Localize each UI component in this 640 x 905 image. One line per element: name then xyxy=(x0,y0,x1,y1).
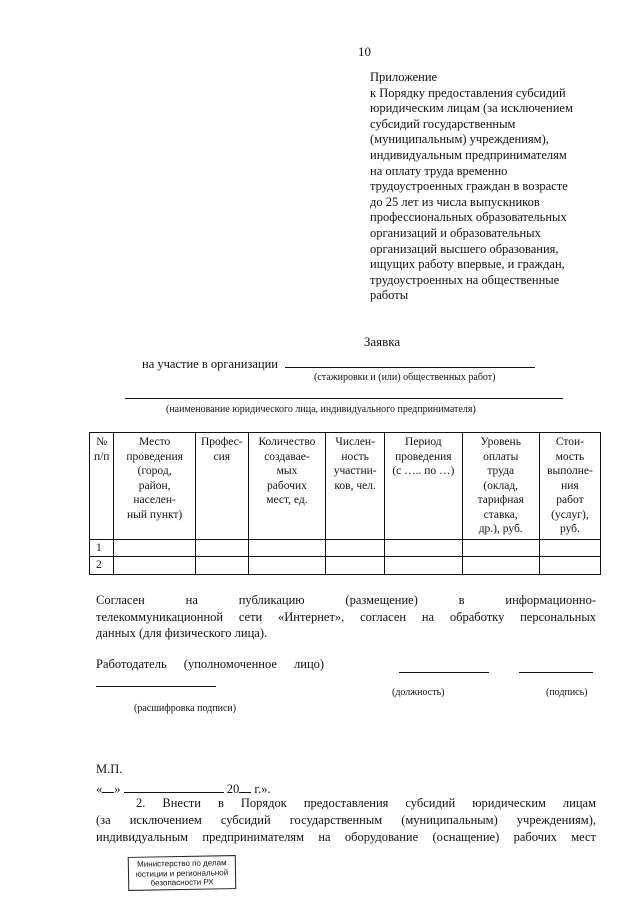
column-header-line: мест, ед. xyxy=(266,494,308,506)
position-field[interactable] xyxy=(399,672,489,673)
table-cell[interactable] xyxy=(195,539,248,557)
appendix-header xyxy=(370,70,625,304)
appendix-line: (муниципальным) учреждениям), xyxy=(370,132,549,147)
participation-label: на участие в организации xyxy=(142,357,278,371)
caption-internship: (стажировки и (или) общественных работ) xyxy=(314,372,496,383)
table-cell[interactable] xyxy=(385,557,462,575)
column-header-line: руб. xyxy=(559,523,580,535)
column-header-line: работ xyxy=(556,494,584,506)
table-cell[interactable] xyxy=(248,539,325,557)
organization-name-field[interactable] xyxy=(285,355,535,368)
column-header-line: тарифная xyxy=(477,494,524,506)
appendix-line: профессиональных образовательных xyxy=(370,210,567,225)
table-header-row xyxy=(90,433,601,540)
column-header-line: мость xyxy=(555,450,585,463)
row-number: 2 xyxy=(90,557,114,575)
table-cell[interactable] xyxy=(114,539,195,557)
column-header-line: Количество xyxy=(258,436,316,448)
stamp-line: безопасности РХ xyxy=(150,877,214,888)
paragraph-line: 2. Внести в Порядок предоставления субсидий юридическим лицам xyxy=(136,796,596,810)
signature-field[interactable] xyxy=(519,672,593,673)
consent-text xyxy=(96,592,596,642)
column-header-line: Уровень xyxy=(480,436,521,448)
column-header xyxy=(462,433,539,540)
seal-label: М.П. xyxy=(96,762,123,776)
column-header-line: участни- xyxy=(333,465,377,477)
appendix-line: работы xyxy=(370,288,409,303)
column-header-line: ставка, xyxy=(483,508,518,521)
column-header-line: проведения xyxy=(395,450,452,463)
decoding-field[interactable] xyxy=(96,686,216,687)
entity-name-field[interactable] xyxy=(125,398,563,399)
paragraph-2 xyxy=(96,795,596,846)
consent-line: данных (для физического лица). xyxy=(96,626,268,640)
appendix-line: к Порядку предоставления субсидий xyxy=(370,85,566,100)
column-header-line: др.), руб. xyxy=(478,523,523,535)
column-header-line: Профес- xyxy=(201,436,243,448)
column-header-line: (оклад, xyxy=(483,479,519,492)
column-header-line: № xyxy=(96,436,108,448)
column-header-line: проведения xyxy=(126,450,183,463)
appendix-line: на оплату труда временно xyxy=(370,163,508,178)
table-cell[interactable] xyxy=(114,557,195,575)
table-row xyxy=(90,557,601,575)
table-cell[interactable] xyxy=(195,557,248,575)
column-header xyxy=(539,433,600,540)
column-header-line: ность xyxy=(341,450,369,463)
employer-label: Работодатель (уполномоченное лицо) xyxy=(96,657,325,671)
column-header xyxy=(326,433,385,540)
participation-line xyxy=(142,355,535,372)
appendix-line: субсидий государственным xyxy=(370,116,516,131)
appendix-line: трудоустроенных на общественные xyxy=(370,272,560,287)
decoding-caption: (расшифровка подписи) xyxy=(134,703,237,714)
table-cell[interactable] xyxy=(539,557,600,575)
appendix-line: организаций высшего образования, xyxy=(370,241,559,256)
signature-caption: (подпись) xyxy=(546,687,588,698)
appendix-line: организаций и образовательных xyxy=(370,225,541,240)
column-header xyxy=(248,433,325,540)
column-header-line: выполне- xyxy=(547,465,593,477)
row-number: 1 xyxy=(90,539,114,557)
column-header-line: ния xyxy=(561,479,579,492)
column-header-line: оплаты xyxy=(483,450,519,463)
page-number: 10 xyxy=(358,44,371,59)
column-header xyxy=(90,433,114,540)
year-suffix: г.». xyxy=(254,782,271,796)
column-header-line: ный пункт) xyxy=(127,508,183,521)
column-header xyxy=(385,433,462,540)
column-header-line: населен- xyxy=(133,494,176,506)
appendix-line: трудоустроенных граждан в возрасте xyxy=(370,179,568,194)
column-header-line: труда xyxy=(487,465,515,477)
column-header-line: п/п xyxy=(93,450,110,463)
column-header-line: Числен- xyxy=(335,436,375,448)
paragraph-line: индивидуальным предпринимателям на оборудование (оснащение) рабочих мест xyxy=(96,830,596,844)
column-header-line: (с ….. по …) xyxy=(392,465,455,477)
day-field[interactable] xyxy=(102,780,114,793)
table-cell[interactable] xyxy=(248,557,325,575)
consent-line: Согласен на публикацию (размещение) в информационно- xyxy=(96,593,596,607)
quote-open: « xyxy=(96,782,103,796)
table-cell[interactable] xyxy=(462,539,539,557)
stamp-line: юстиции и региональной xyxy=(135,867,229,879)
column-header-line: сия xyxy=(213,450,231,463)
table-row xyxy=(90,539,601,557)
form-title: Заявка xyxy=(363,334,401,349)
column-header-line: мых xyxy=(276,465,298,477)
table-cell[interactable] xyxy=(326,557,385,575)
column-header-line: Период xyxy=(405,436,442,448)
column-header-line: Место xyxy=(139,436,171,448)
appendix-line: индивидуальным предпринимателям xyxy=(370,147,567,162)
column-header xyxy=(195,433,248,540)
year-prefix: 20 xyxy=(226,782,240,796)
table-cell[interactable] xyxy=(326,539,385,557)
registration-stamp xyxy=(128,855,237,891)
table-cell[interactable] xyxy=(539,539,600,557)
month-field[interactable] xyxy=(124,780,224,793)
appendix-line: ищущих работу впервые, и граждан, xyxy=(370,257,565,272)
appendix-line: юридическим лицам (за исключением xyxy=(370,101,573,116)
quote-close: » xyxy=(114,782,121,796)
table-cell[interactable] xyxy=(462,557,539,575)
column-header-line: создавае- xyxy=(264,450,310,463)
caption-entity: (наименование юридического лица, индивидуального предпринимателя) xyxy=(166,404,476,415)
year-field[interactable] xyxy=(239,780,251,793)
application-table xyxy=(89,432,601,575)
column-header-line: Стои- xyxy=(555,436,584,448)
position-caption: (должность) xyxy=(392,687,445,698)
appendix-line: до 25 лет из числа выпускников xyxy=(370,194,540,209)
column-header-line: ков, чел. xyxy=(334,479,376,492)
column-header xyxy=(114,433,195,540)
stamp-line: Министерство по делам xyxy=(137,858,227,869)
paragraph-line: (за исключением субсидий государственным (муниципальным) учреждениям), xyxy=(96,813,596,827)
column-header-line: (услуг), xyxy=(551,508,589,521)
consent-line: телекоммуникационной сети «Интернет», согласен на обработку персональных xyxy=(96,609,596,624)
appendix-line: Приложение xyxy=(370,70,438,84)
column-header-line: (город, xyxy=(137,465,172,477)
column-header-line: район, xyxy=(138,479,171,492)
table-cell[interactable] xyxy=(385,539,462,557)
column-header-line: рабочих xyxy=(267,479,307,492)
